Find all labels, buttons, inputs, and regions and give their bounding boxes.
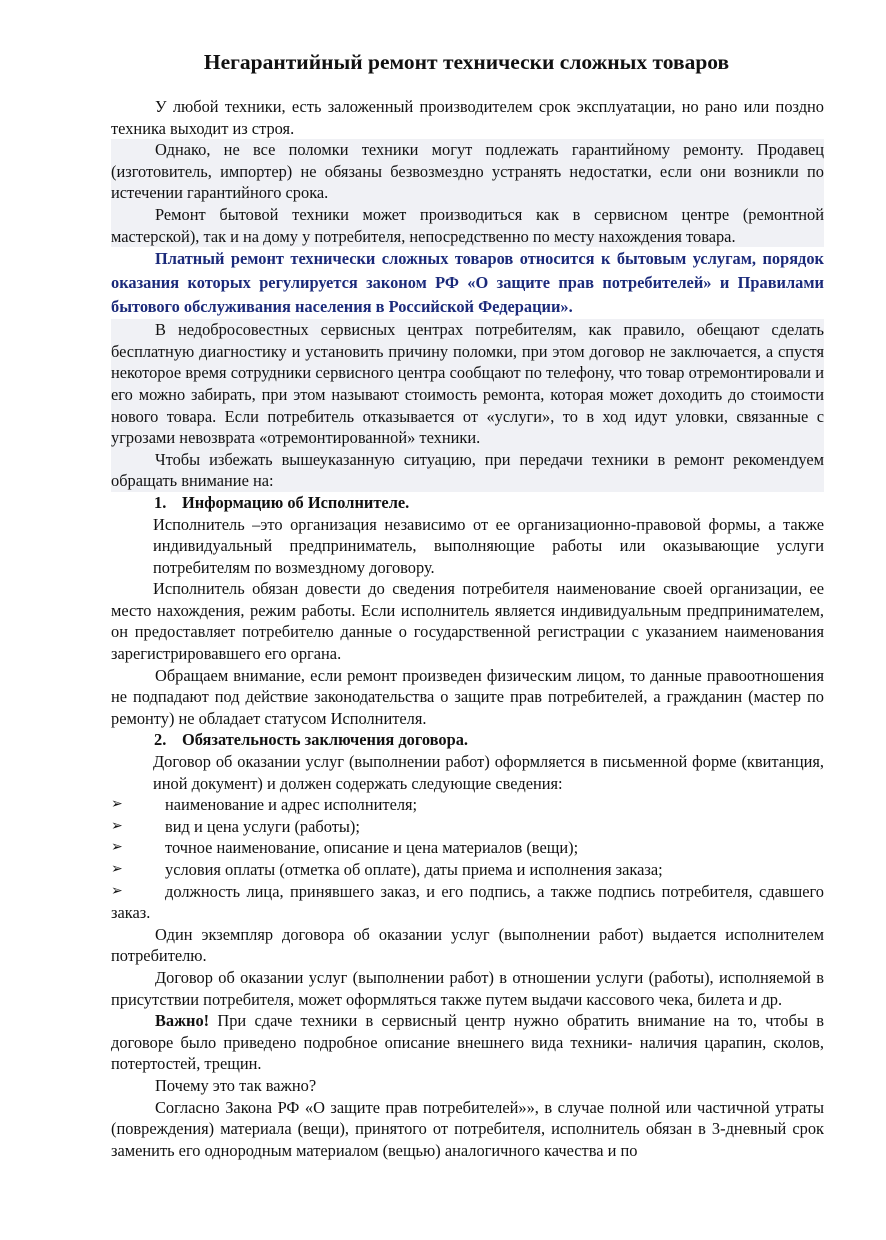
section-heading-1 (154, 492, 824, 514)
paragraph-warranty: Однако, не все поломки техники могут подлежать гарантийному ремонту. Продавец (изготовитель, импортер) не обязаны безвозмездно устранять недостатки, если они возникли по истечении гарантийного срока. (111, 140, 824, 203)
bullet-list (111, 794, 824, 924)
paragraph-recommendation: Чтобы избежать вышеуказанную ситуацию, при передачи техники в ремонт рекомендуем обращать внимание на: (111, 449, 824, 491)
section-number: 1. (154, 492, 167, 512)
list-item: ➢ наименование и адрес исполнителя; (111, 795, 418, 815)
paragraph-contractor-definition: Исполнитель –это организация независимо от ее организационно-правовой формы, а также индивидуальный предприниматель, выполняющие работы или оказывающие услуги потребителям по возмездному договору. (153, 514, 824, 577)
paragraph-important (111, 1010, 824, 1075)
section-title: Обязательность заключения договора. (182, 730, 469, 750)
paragraph-contractor-duties: Исполнитель обязан довести до сведения потребителя наименование своей организации, ее место нахождения, режим работы. Если исполнитель является индивидуальным предпринимателем, он предоставляет потребителю данные о государственной регистрации с указанием наименования зарегистрировавшего его органа. (111, 579, 824, 664)
list-item: ➢ условия оплаты (отметка об оплате), даты приема и исполнения заказа; (111, 860, 663, 879)
list-item: ➢ вид и цена услуги (работы); (111, 816, 360, 836)
document-title: Негарантийный ремонт технически сложных товаров (203, 50, 730, 74)
paragraph-contract-copy: Один экземпляр договора об оказании услуг (выполнении работ) выдается исполнителем потребителю. (111, 924, 824, 966)
arrow-bullet-icon: ➢ (111, 839, 123, 856)
section-heading-2 (154, 729, 824, 751)
section-title: Информацию об Исполнителе. (182, 492, 410, 512)
important-label: Важно! (155, 1011, 210, 1031)
arrow-bullet-icon: ➢ (111, 817, 123, 834)
arrow-bullet-icon: ➢ (111, 796, 123, 813)
paragraph-service-life: У любой техники, есть заложенный производителем срок эксплуатации, но рано или поздно техника выходит из строя. (111, 97, 824, 138)
list-item: ➢ должность лица, принявшего заказ, и его подпись, а также подпись потребителя, сдавшего заказ. (111, 881, 824, 923)
paragraph-dishonest-centers: В недобросовестных сервисных центрах потребителям, как правило, обещают сделать бесплатную диагностику и установить причину поломки, при этом договор не заключается, а спустя некоторое время сотрудники сервисного центра сообщают по телефону, что товар отремонтировали и его можно забирать, при этом называют стоимость ремонта, которая может доходить до стоимости нового товара. Если потребитель отказывается от «услуги», то в ход идут уловки, связанные с угрозами невозврата «отремонтированной» техники. (111, 320, 824, 448)
paragraph-question: Почему это так важно? (155, 1075, 317, 1095)
paragraph-repair-location: Ремонт бытовой техники может производиться как в сервисном центре (ремонтной мастерской), так и на дому у потребителя, непосредственно по месту нахождения товара. (111, 204, 824, 246)
important-text: При сдаче техники в сервисный центр нужно обратить внимание на то, чтобы в договоре было приведено подробное описание внешнего вида техники- наличия царапин, сколов, потертостей, трещин. (111, 1011, 824, 1074)
paragraph-contract-form: Договор об оказании услуг (выполнении работ) оформляется в письменной форме (квитанция, иной документ) и должен содержать следующие сведения: (153, 752, 824, 793)
arrow-bullet-icon: ➢ (111, 882, 123, 899)
paragraph-cash-receipt: Договор об оказании услуг (выполнении работ) в отношении услуги (работы), исполняемой в присутствии потребителя, может оформляться также путем выдачи кассового чека, билета и др. (111, 967, 824, 1009)
paragraph-law-replacement: Согласно Закона РФ «О защите прав потребителей»», в случае полной или частичной утраты (повреждения) материала (вещи), принятого от потребителя, исполнитель обязан в 3-дневный срок заменить его однородным материалом (вещью) аналогичного качества и по (111, 1097, 824, 1160)
paragraph-individual-note: Обращаем внимание, если ремонт произведен физическим лицом, то данные правоотношения не подпадают под действие законодательства о защите прав потребителей, а гражданин (мастер по ремонту) не обладает статусом Исполнителя. (111, 665, 824, 728)
section-number: 2. (154, 730, 167, 750)
paragraph-law-reference: Платный ремонт технически сложных товаров относится к бытовым услугам, порядок оказания которых регулируется законом РФ «О защите прав потребителей» и Правилами бытового обслуживания населения в Российской Федерации». (111, 249, 824, 317)
arrow-bullet-icon: ➢ (111, 861, 123, 877)
list-item: ➢ точное наименование, описание и цена материалов (вещи); (111, 838, 579, 858)
